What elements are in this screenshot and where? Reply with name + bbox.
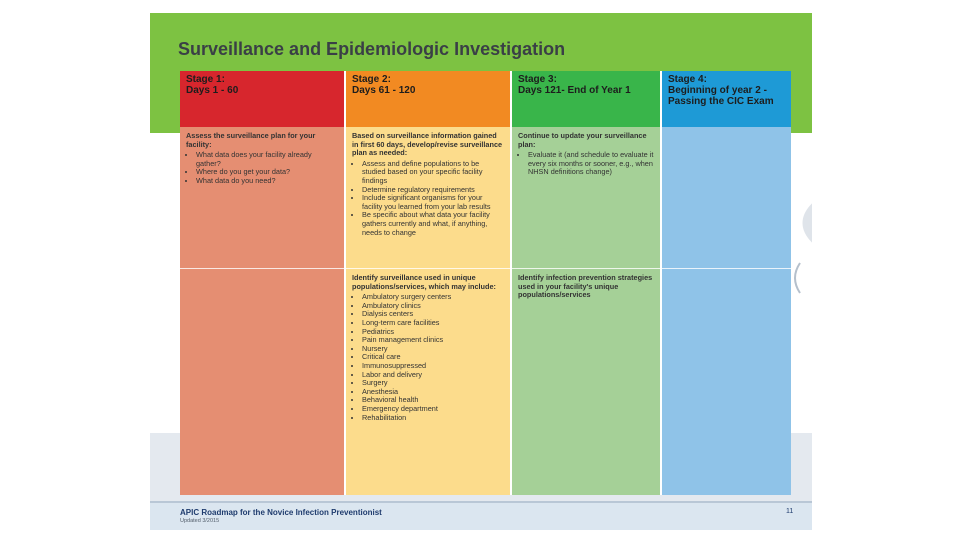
list-item: • Emergency department — [362, 405, 504, 414]
stage1-column — [180, 71, 344, 495]
stage1-label: Stage 1: — [186, 74, 225, 85]
stage3-cell-top — [512, 127, 660, 182]
row-divider — [662, 268, 791, 269]
list-item: • Be specific about what data your facility gathers currently and what, if anything, needs to change — [362, 211, 504, 237]
stage2-lead2: Identify surveillance used in unique populations/services, which may include: — [352, 273, 496, 291]
list-item: • Behavioral health — [362, 396, 504, 405]
list-item: • Critical care — [362, 353, 504, 362]
stage2-cell-top — [346, 127, 510, 242]
footer-date: Updated 3/2015 — [180, 518, 220, 524]
stage3-header — [512, 71, 660, 127]
list-item: • Anesthesia — [362, 388, 504, 397]
stage2-cell-bottom — [346, 269, 510, 427]
stage1-period: Days 1 - 60 — [186, 85, 239, 96]
stage1-header — [180, 71, 344, 127]
stage2-period: Days 61 - 120 — [352, 85, 416, 96]
stage1-lead: Assess the surveillance plan for your facility: — [186, 131, 316, 149]
footer-title: APIC Roadmap for the Novice Infection Preventionist — [180, 508, 382, 517]
stage4-body — [662, 127, 791, 495]
list-item: • Pediatrics — [362, 328, 504, 337]
list-item: • Include significant organisms for your facility you learned from your lab results — [362, 194, 504, 211]
list-item: • Where do you get your data? — [196, 168, 338, 177]
stage2-list2 — [352, 293, 504, 422]
stage2-label: Stage 2: — [352, 74, 391, 85]
slide — [150, 13, 812, 530]
stage3-cell-bottom — [512, 269, 660, 305]
stage4-column — [662, 71, 791, 495]
list-item: • Labor and delivery — [362, 371, 504, 380]
stage2-list — [352, 160, 504, 237]
stage3-list — [518, 151, 654, 177]
list-item: • Nursery — [362, 345, 504, 354]
list-item: • What data does your facility already gather? — [196, 151, 338, 168]
decorative-swirl — [790, 193, 812, 333]
list-item: • Assess and define populations to be studied based on your specific facility findings — [362, 160, 504, 186]
stage1-list — [186, 151, 338, 185]
stage4-label: Stage 4: — [668, 74, 707, 85]
stage3-body — [512, 127, 660, 495]
stage3-lead: Continue to update your surveillance plan: — [518, 131, 647, 149]
row-divider — [180, 268, 344, 269]
page-title: Surveillance and Epidemiologic Investigation — [178, 39, 566, 59]
stage3-label: Stage 3: — [518, 74, 557, 85]
list-item: • Determine regulatory requirements — [362, 186, 504, 195]
stage2-header — [346, 71, 510, 127]
page-number: 11 — [786, 508, 794, 515]
stage2-column — [346, 71, 510, 495]
stage3-lead2: Identify infection prevention strategies used in your facility's unique populations/services — [518, 273, 653, 300]
list-item: • Evaluate it (and schedule to evaluate it every six months or sooner, e.g., when NHSN definitions change) — [528, 151, 654, 177]
stage1-body — [180, 127, 344, 495]
list-item: • Long-term care facilities — [362, 319, 504, 328]
stage3-column — [512, 71, 660, 495]
list-item: • Dialysis centers — [362, 310, 504, 319]
stage1-cell — [180, 127, 344, 191]
stage2-body — [346, 127, 510, 495]
list-item: • Ambulatory clinics — [362, 302, 504, 311]
list-item: • Surgery — [362, 379, 504, 388]
stage4-period: Beginning of year 2 - Passing the CIC Exam — [668, 85, 774, 107]
list-item: • Ambulatory surgery centers — [362, 293, 504, 302]
stage3-period: Days 121- End of Year 1 — [518, 85, 631, 96]
stage2-lead: Based on surveillance information gained in first 60 days, develop/revise surveillance plan as needed: — [352, 131, 503, 158]
roadmap-table — [180, 71, 791, 495]
stage4-header — [662, 71, 791, 127]
list-item: • Rehabilitation — [362, 414, 504, 423]
list-item: • Immunosuppressed — [362, 362, 504, 371]
footer-line — [150, 501, 812, 503]
list-item: • Pain management clinics — [362, 336, 504, 345]
list-item: • What data do you need? — [196, 177, 338, 186]
